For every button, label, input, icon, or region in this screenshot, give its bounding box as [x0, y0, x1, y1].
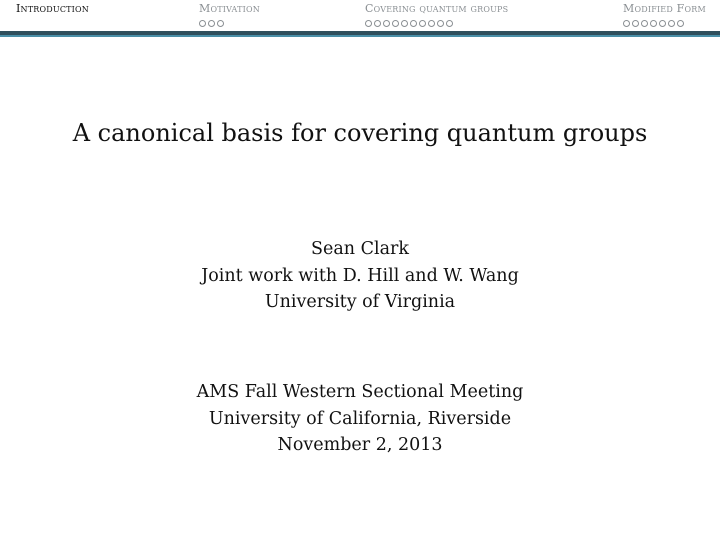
- nav-section-introduction[interactable]: [16, 2, 89, 28]
- frame-dot-icon[interactable]: [641, 20, 648, 27]
- frame-dot-icon[interactable]: [208, 20, 215, 27]
- event-block: [60, 379, 660, 459]
- frame-dot-icon[interactable]: [437, 20, 444, 27]
- frame-dot-icon[interactable]: [374, 20, 381, 27]
- frame-dot-icon[interactable]: [677, 20, 684, 27]
- frame-dot-icon[interactable]: [217, 20, 224, 27]
- frame-dot-icon[interactable]: [668, 20, 675, 27]
- nav-section-label: Covering quantum groups: [365, 2, 509, 15]
- frame-dot-icon[interactable]: [446, 20, 453, 27]
- frame-dot-icon[interactable]: [632, 20, 639, 27]
- frame-dot-icon[interactable]: [392, 20, 399, 27]
- nav-section-frame-dots: [199, 20, 260, 28]
- institution: University of Virginia: [264, 292, 456, 312]
- nav-section-frame-dots: [365, 20, 508, 28]
- slide-title: A canonical basis for covering quantum groups: [72, 119, 648, 147]
- navbar-divider-accent: [0, 35, 720, 37]
- nav-section-motivation[interactable]: [199, 2, 260, 28]
- event-name: AMS Fall Western Sectional Meeting: [196, 382, 524, 402]
- nav-section-label: Introduction: [16, 2, 89, 15]
- frame-dot-icon[interactable]: [199, 20, 206, 27]
- frame-dot-icon[interactable]: [650, 20, 657, 27]
- frame-dot-icon[interactable]: [623, 20, 630, 27]
- author-name: Sean Clark: [310, 239, 409, 259]
- frame-dot-icon[interactable]: [659, 20, 666, 27]
- frame-dot-icon[interactable]: [410, 20, 417, 27]
- author-block: [60, 236, 660, 316]
- section-navigation-bar: [0, 0, 720, 31]
- event-venue: University of California, Riverside: [208, 408, 512, 429]
- frame-dot-icon[interactable]: [365, 20, 372, 27]
- frame-dot-icon[interactable]: [383, 20, 390, 27]
- nav-section-label: Motivation: [199, 2, 260, 15]
- frame-dot-icon[interactable]: [401, 20, 408, 27]
- frame-dot-icon[interactable]: [428, 20, 435, 27]
- nav-section-modified-form[interactable]: [623, 2, 706, 28]
- nav-section-covering-quantum-groups[interactable]: [365, 2, 508, 28]
- event-date: November 2, 2013: [277, 435, 443, 455]
- collaboration-line: Joint work with D. Hill and W. Wang: [201, 265, 519, 286]
- nav-section-frame-dots: [16, 20, 89, 28]
- frame-dot-icon[interactable]: [419, 20, 426, 27]
- nav-section-label: Modified Form: [623, 2, 706, 15]
- nav-section-frame-dots: [623, 20, 706, 28]
